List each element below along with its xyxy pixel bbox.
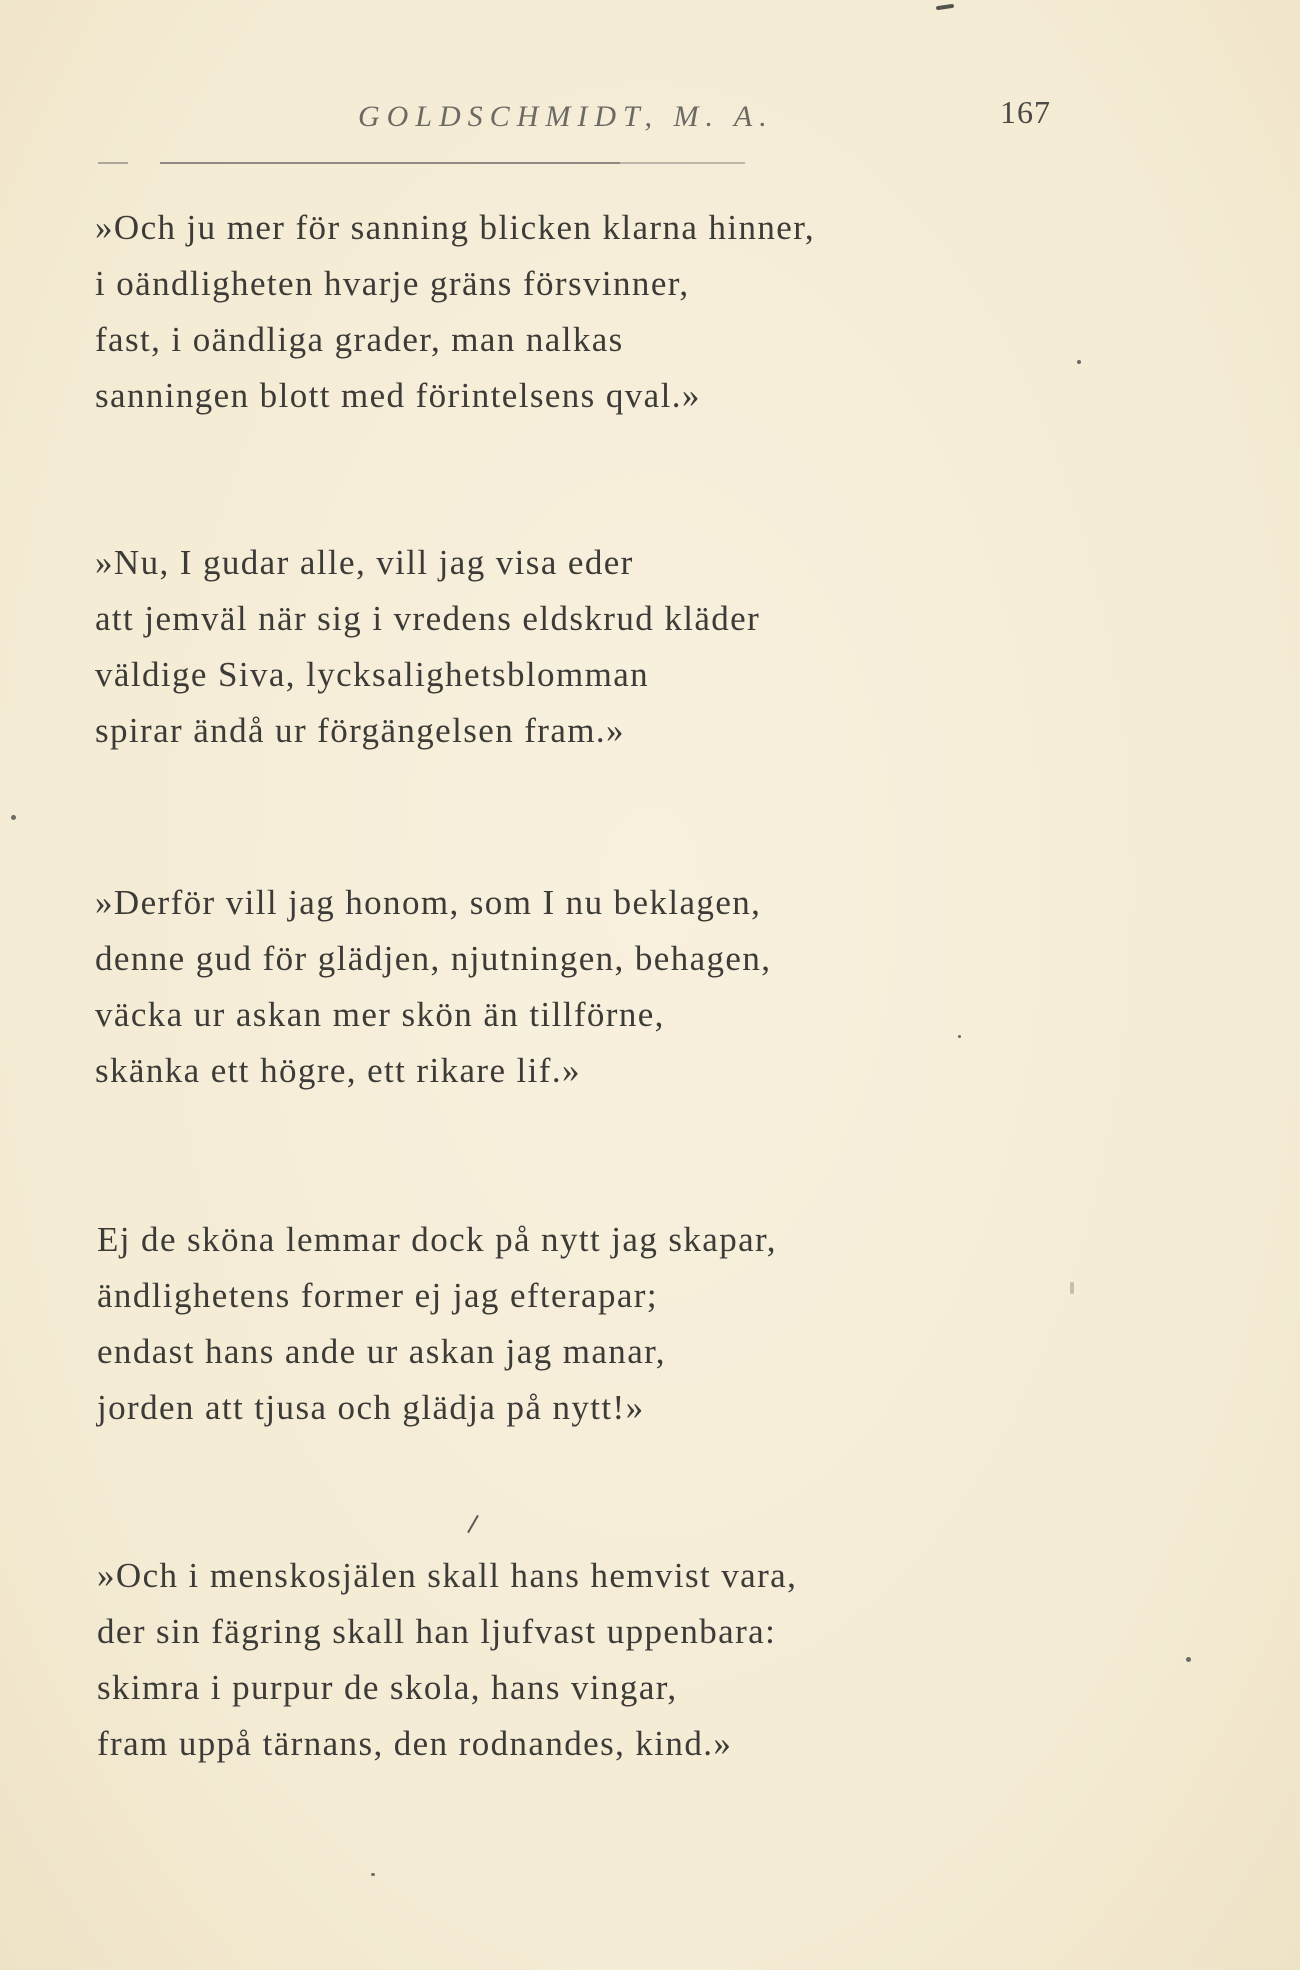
speck — [371, 1873, 375, 1876]
stanza-5 — [97, 1548, 797, 1772]
verse-line: »Och ju mer för sanning blicken klarna hinner, — [95, 208, 816, 247]
ink-mark — [936, 4, 954, 10]
verse-line: fast, i oändliga grader, man nalkas — [95, 320, 624, 359]
header-rule — [160, 162, 620, 164]
verse-line: »Nu, I gudar alle, vill jag visa eder — [95, 543, 634, 582]
speck — [11, 815, 16, 820]
ink-mark — [467, 1515, 479, 1533]
verse-line: jorden att tjusa och glädja på nytt!» — [97, 1388, 645, 1427]
verse-line: spirar ändå ur förgängelsen fram.» — [95, 711, 625, 750]
header-rule-left — [98, 162, 128, 164]
verse-line: »Och i menskosjälen skall hans hemvist vara, — [97, 1556, 798, 1595]
verse-line: der sin fägring skall han ljufvast uppenbara: — [97, 1612, 777, 1651]
verse-line: »Derför vill jag honom, som I nu beklagen, — [95, 883, 762, 922]
verse-line: skimra i purpur de skola, hans vingar, — [97, 1668, 678, 1707]
stanza-2 — [95, 535, 760, 759]
stanza-4 — [97, 1212, 777, 1436]
speck — [958, 1035, 961, 1038]
verse-line: väcka ur askan mer skön än tillförne, — [95, 995, 665, 1034]
verse-line: ändlighetens former ej jag efterapar; — [97, 1276, 658, 1315]
speck — [1070, 1282, 1074, 1294]
page-number: 167 — [1000, 94, 1051, 130]
speck — [1077, 360, 1081, 364]
speck — [1186, 1657, 1191, 1662]
header-rule-right — [600, 162, 745, 164]
verse-line: i oändligheten hvarje gräns försvinner, — [95, 264, 690, 303]
verse-line: Ej de sköna lemmar dock på nytt jag skapar, — [97, 1220, 777, 1259]
verse-line: endast hans ande ur askan jag manar, — [97, 1332, 666, 1371]
stanza-3 — [95, 875, 771, 1099]
verse-line: sanningen blott med förintelsens qval.» — [95, 376, 701, 415]
verse-line: skänka ett högre, ett rikare lif.» — [95, 1051, 581, 1090]
running-head: GOLDSCHMIDT, M. A. — [358, 100, 774, 133]
verse-line: fram uppå tärnans, den rodnandes, kind.» — [97, 1724, 733, 1763]
stanza-1 — [95, 200, 815, 424]
verse-line: att jemväl när sig i vredens eldskrud kläder — [95, 599, 761, 638]
verse-line: väldige Siva, lycksalighetsblomman — [95, 655, 650, 694]
verse-line: denne gud för glädjen, njutningen, behagen, — [95, 939, 772, 978]
